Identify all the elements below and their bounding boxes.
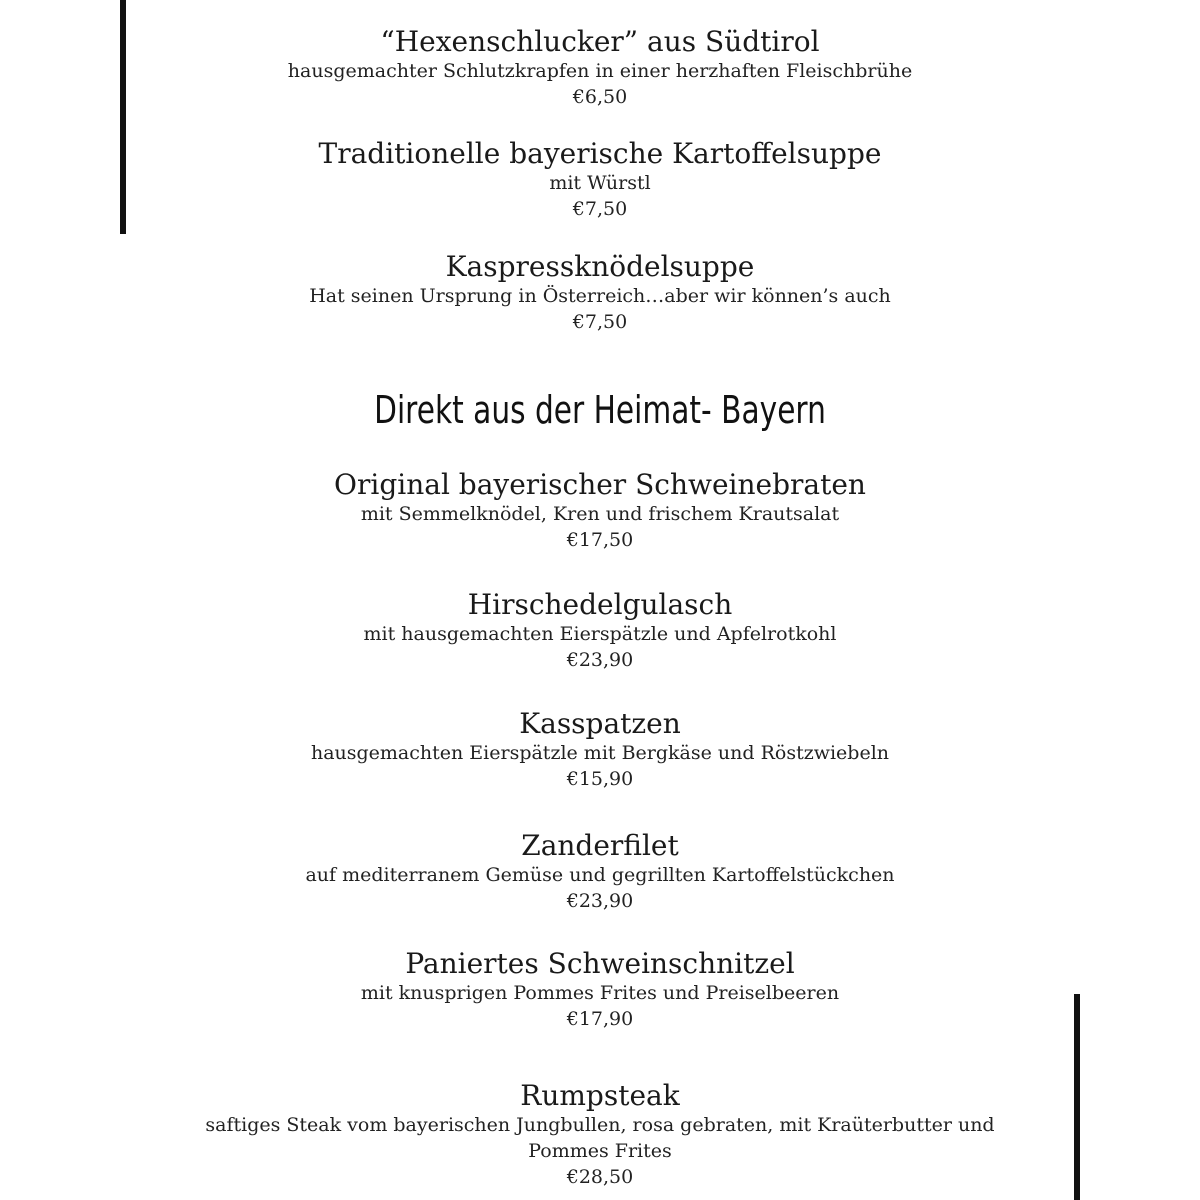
item-name: Kaspressknödelsuppe (445, 250, 755, 283)
section-heading: Direkt aus der Heimat- Bayern (374, 388, 826, 432)
menu-item-schweinschnitzel (150, 948, 1050, 1032)
menu-item-kasspatzen (150, 708, 1050, 792)
item-name: Traditionelle bayerische Kartoffelsuppe (318, 137, 882, 170)
item-name: Paniertes Schweinschnitzel (405, 947, 795, 980)
item-price: €7,50 (572, 198, 628, 220)
left-decorative-bar (120, 0, 126, 234)
item-description: hausgemachter Schlutzkrapfen in einer herzhaften Fleischbrühe (287, 60, 913, 82)
item-price: €17,90 (566, 1008, 634, 1030)
menu-item-hexenschlucker (150, 26, 1050, 110)
item-description: mit hausgemachten Eierspätzle und Apfelrotkohl (363, 623, 837, 645)
item-description: mit knusprigen Pommes Frites und Preiselbeeren (360, 982, 840, 1004)
item-description: hausgemachten Eierspätzle mit Bergkäse und Röstzwiebeln (310, 742, 890, 764)
item-description: mit Semmelknödel, Kren und frischem Krautsalat (360, 503, 840, 525)
item-price: €23,90 (566, 649, 634, 671)
item-price: €23,90 (566, 890, 634, 912)
menu-item-hirschedelgulasch (150, 589, 1050, 673)
right-decorative-bar (1074, 994, 1080, 1200)
menu-item-kartoffelsuppe (150, 138, 1050, 222)
menu-item-kaspressknoedelsuppe (150, 251, 1050, 335)
item-name: Hirschedelgulasch (467, 588, 733, 621)
item-price: €17,50 (566, 529, 634, 551)
item-price: €7,50 (572, 311, 628, 333)
item-name: Original bayerischer Schweinebraten (334, 468, 866, 501)
item-name: Zanderfilet (521, 829, 679, 862)
item-description: Hat seinen Ursprung in Österreich…aber wir können’s auch (309, 285, 891, 307)
item-price: €15,90 (566, 768, 634, 790)
item-price: €6,50 (572, 86, 628, 108)
menu-item-schweinebraten (150, 469, 1050, 553)
item-name: “Hexenschlucker” aus Südtirol (380, 25, 820, 58)
item-description: saftiges Steak vom bayerischen Jungbullen, rosa gebraten, mit Kraüterbutter und Pommes Frites (205, 1114, 995, 1162)
menu-item-rumpsteak (150, 1080, 1050, 1190)
item-name: Kasspatzen (519, 707, 681, 740)
item-description: auf mediterranem Gemüse und gegrillten Kartoffelstückchen (305, 864, 895, 886)
item-price: €28,50 (566, 1166, 634, 1188)
item-description: mit Würstl (549, 172, 651, 194)
menu-item-zanderfilet (150, 830, 1050, 914)
item-name: Rumpsteak (520, 1079, 680, 1112)
